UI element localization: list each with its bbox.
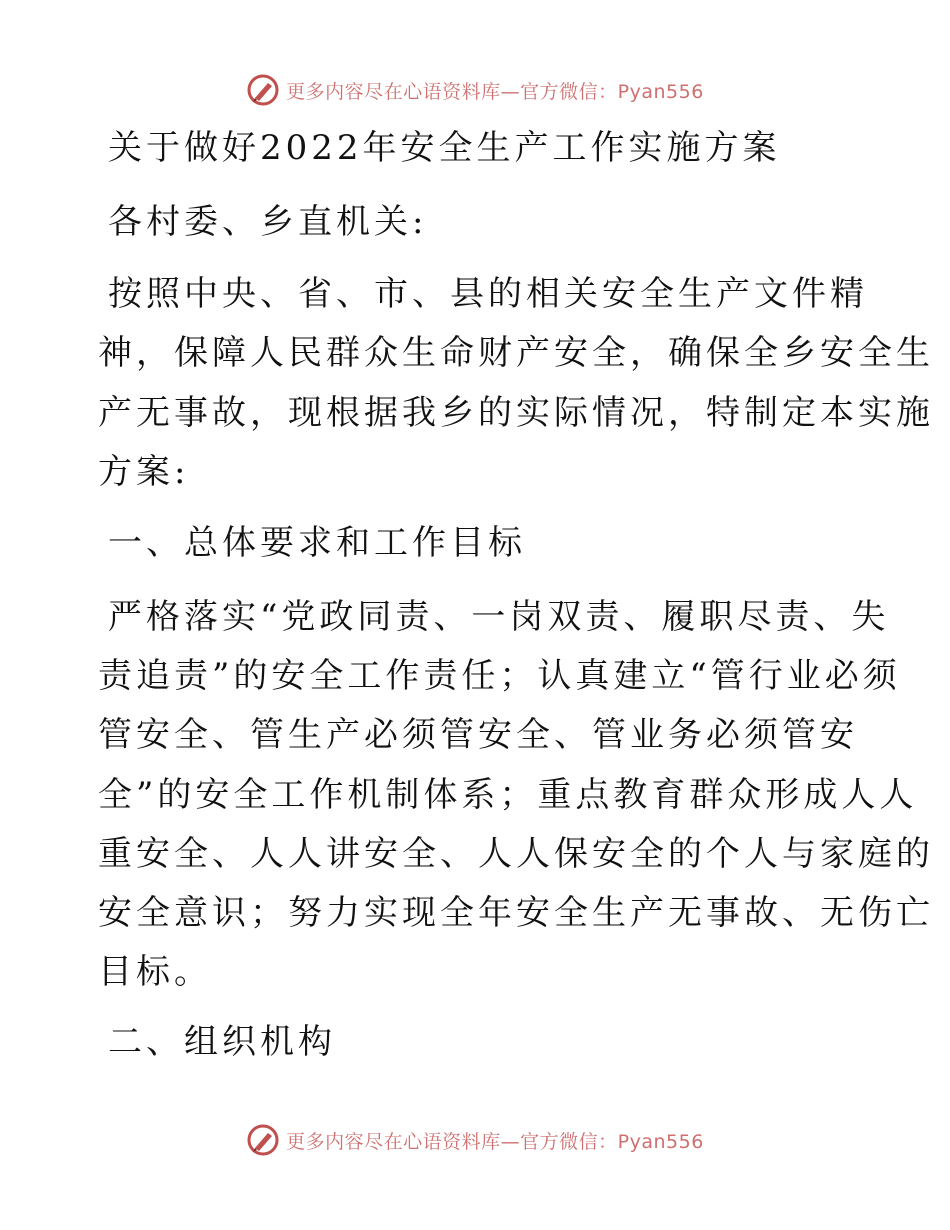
- intro-line: 按照中央、省、市、县的相关安全生产文件精: [108, 274, 868, 314]
- watermark-text: 更多内容尽在心语资料库—官方微信：Pyan556: [286, 1130, 704, 1153]
- section-heading: 一、总体要求和工作目标: [108, 523, 526, 563]
- header-watermark-banner: [0, 70, 950, 110]
- body-line: 安全意识；努力实现全年安全生产无事故、无伤亡: [98, 893, 934, 933]
- body-line: 目标。: [98, 952, 212, 992]
- body-line: 严格落实“党政同责、一岗双责、履职尽责、失: [108, 597, 890, 637]
- intro-line: 产无事故，现根据我乡的实际情况，特制定本实施: [98, 393, 934, 433]
- body-line: 重安全、人人讲安全、人人保安全的个人与家庭的: [98, 834, 934, 874]
- intro-line: 神，保障人民群众生命财产安全，确保全乡安全生: [98, 333, 934, 373]
- document-title: 关于做好2022年安全生产工作实施方案: [108, 128, 781, 168]
- body-line: 全”的安全工作机制体系；重点教育群众形成人人: [98, 775, 918, 815]
- section-heading: 二、组织机构: [108, 1022, 336, 1062]
- footer-watermark-banner: [0, 1120, 950, 1160]
- pen-nib-logo-icon: [246, 73, 280, 107]
- intro-line: 方案:: [98, 452, 190, 492]
- watermark-text: 更多内容尽在心语资料库—官方微信：Pyan556: [286, 80, 704, 103]
- pen-nib-logo-icon: [246, 1123, 280, 1157]
- salutation: 各村委、乡直机关:: [108, 202, 428, 242]
- body-line: 责追责”的安全工作责任；认真建立“管行业必须: [98, 656, 901, 696]
- body-line: 管安全、管生产必须管安全、管业务必须管安: [98, 715, 858, 755]
